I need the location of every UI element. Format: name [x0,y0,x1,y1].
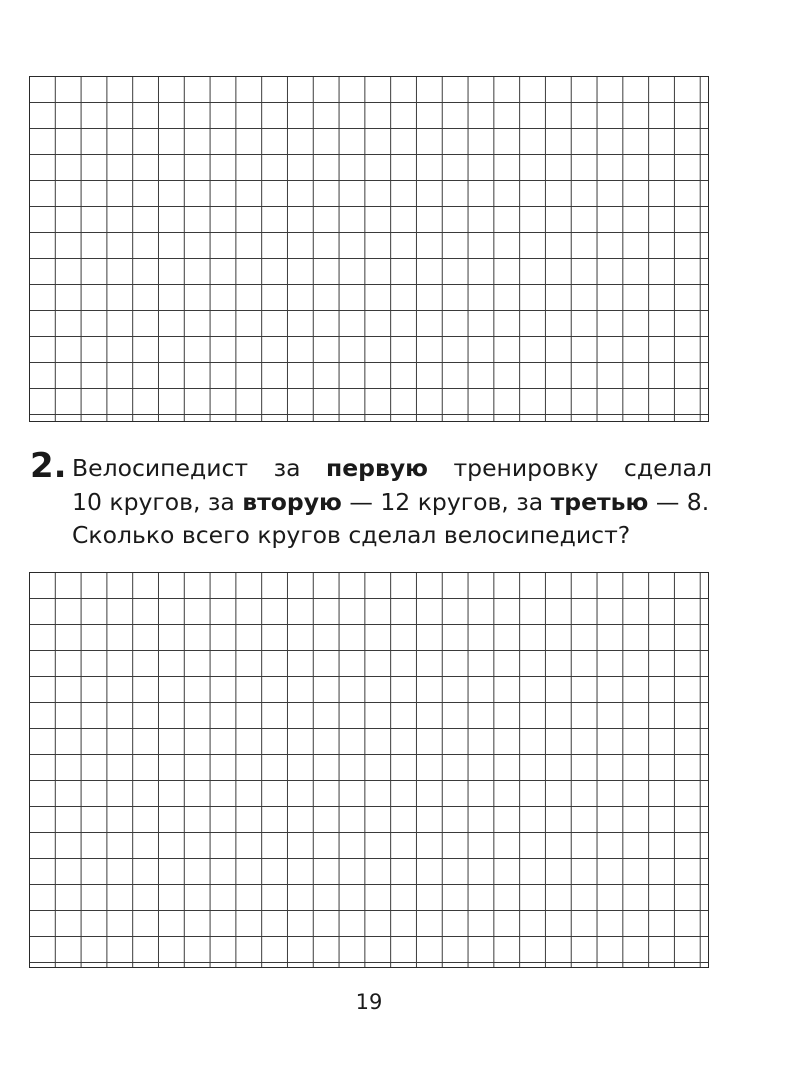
word-second-bold: вторую [242,487,342,516]
task-line-1 [72,452,712,486]
task-number: 2. [30,446,67,486]
line2-part5: — 8. [648,487,710,516]
word-cyclist: Велосипедист [72,454,249,482]
word-made: сделал [623,454,712,482]
word-third-bold: третью [550,487,649,516]
word-first-bold: первую [325,454,429,482]
line2-part1: 10 кругов, за [72,487,243,516]
word-for: за [273,454,301,482]
task-line-2 [72,486,712,520]
answer-grid-top[interactable] [29,76,709,422]
task-line-3: Сколько всего кругов сделал велосипедист? [72,521,631,549]
answer-grid-bottom[interactable] [29,572,709,968]
page-number: 19 [355,990,383,1014]
word-training: тренировку [453,454,599,482]
task-text [72,452,712,553]
line2-part3: — 12 кругов, за [341,487,551,516]
